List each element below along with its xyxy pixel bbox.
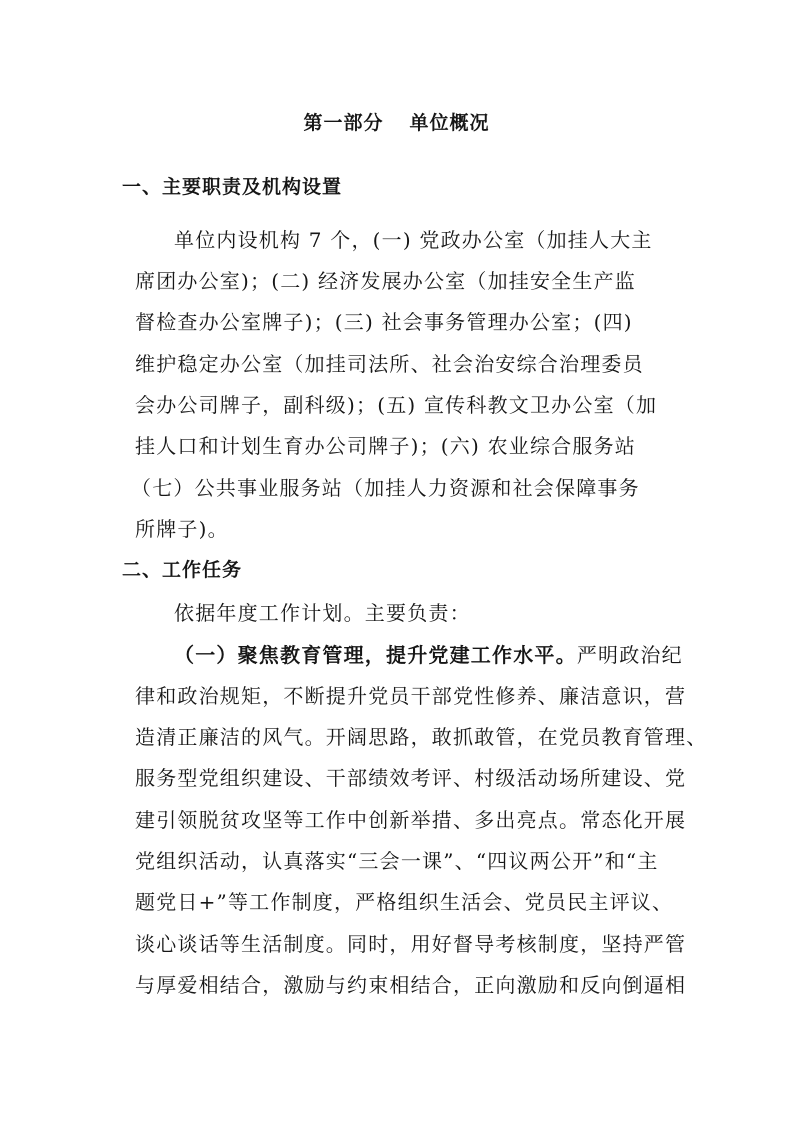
paragraph-line — [174, 639, 683, 668]
section-heading-2: 二、工作任务 — [122, 559, 243, 581]
paragraph-line: 造清正廉洁的风气。开阔思路，敢抓敢管，在党员教育管理、 — [135, 725, 708, 749]
paragraph-line: 题党日+”等工作制度，严格组织生活会、党员民主评议、 — [135, 890, 674, 914]
paragraph-line: 督检查办公室牌子)；(三) 社会事务管理办公室；(四) — [135, 310, 633, 334]
paragraph-line: 挂人口和计划生育办公司牌子)；(六) 农业综合服务站 — [135, 434, 636, 458]
title-name: 单位概况 — [409, 112, 490, 134]
paragraph-line: 席团办公室)；(二) 经济发展办公室（加挂安全生产监 — [135, 269, 636, 293]
item-text: 严明政治纪 — [576, 643, 683, 667]
paragraph-line: 律和政治规矩，不断提升党员干部党性修养、廉洁意识，营 — [135, 684, 687, 708]
paragraph-line: 服务型党组织建设、干部绩效考评、村级活动场所建设、党 — [135, 766, 687, 790]
paragraph-intro: 依据年度工作计划。主要负责： — [174, 601, 471, 625]
paragraph-line: 建引领脱贫攻坚等工作中创新举措、多出亮点。常态化开展 — [135, 808, 687, 832]
paragraph-line: 单位内设机构 7 个，(一) 党政办公室（加挂人大主 — [174, 228, 653, 252]
section-heading-1: 一、主要职责及机构设置 — [122, 176, 343, 198]
paragraph-line: 所牌子)。 — [135, 517, 229, 541]
paragraph-line: 会办公司牌子，副科级)；(五) 宣传科教文卫办公室（加 — [135, 393, 658, 417]
item-heading-bold: （一）聚焦教育管理，提升党建工作水平。 — [174, 643, 577, 667]
page-title — [0, 108, 793, 135]
paragraph-line: 谈心谈话等生活制度。同时，用好督导考核制度，坚持严管 — [135, 932, 687, 956]
paragraph-line: 维护稳定办公室（加挂司法所、社会治安综合治理委员 — [135, 352, 644, 376]
title-part: 第一部分 — [303, 112, 384, 134]
paragraph-line: 与厚爱相结合，激励与约束相结合，正向激励和反向倒逼相 — [135, 973, 687, 997]
paragraph-line: （七）公共事业服务站（加挂人力资源和社会保障事务 — [131, 476, 640, 500]
paragraph-line: 党组织活动，认真落实“三会一课”、“四议两公开”和“主 — [135, 849, 659, 873]
